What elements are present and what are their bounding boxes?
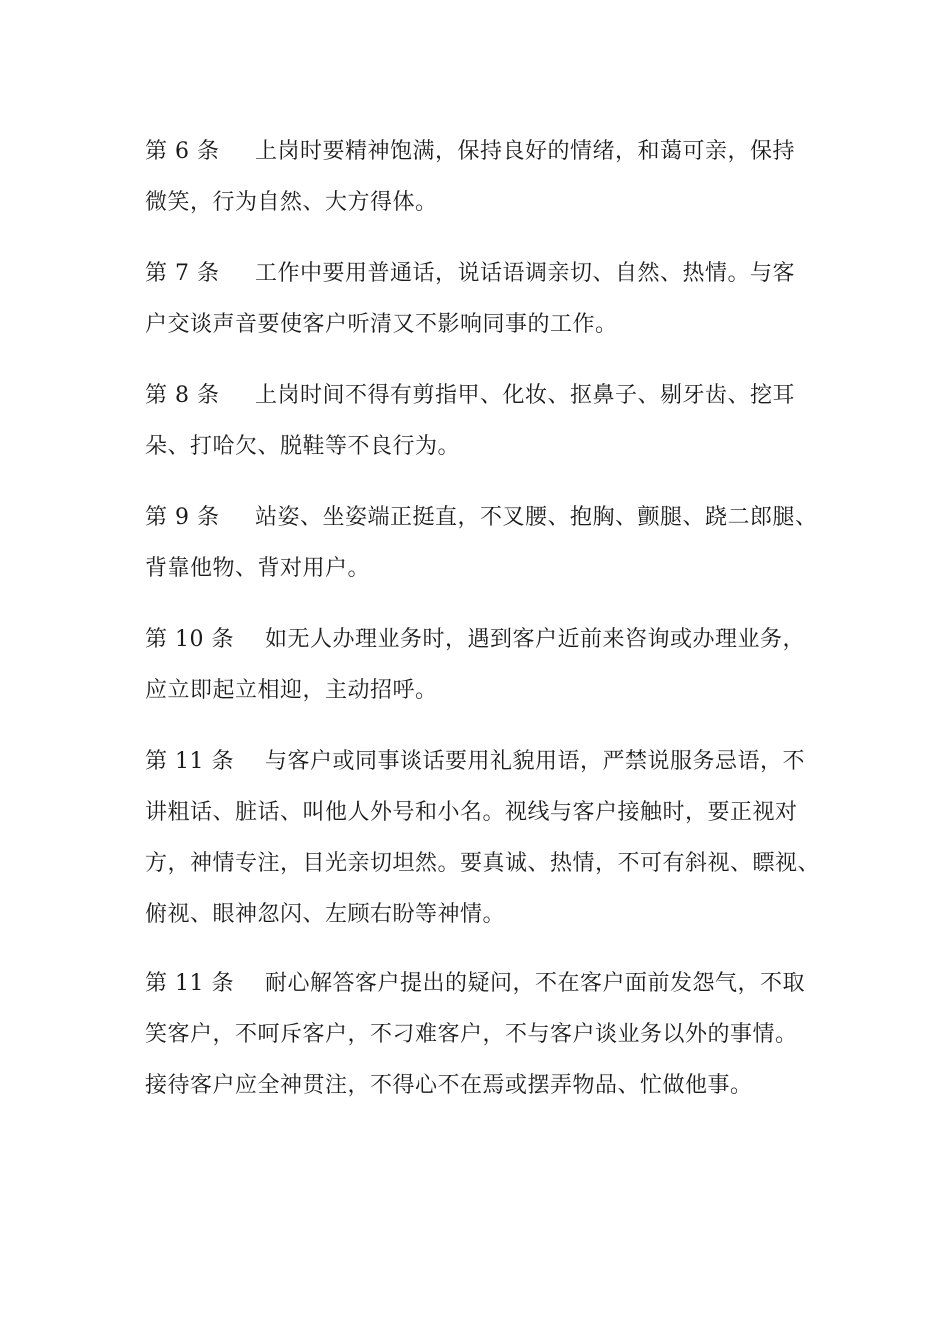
article-9 [145,492,818,594]
article-number: 第 10 条 [145,627,234,652]
article-text: 耐心解答客户提出的疑问，不在客户面前发怨气，不取 [265,971,806,996]
article-number: 第 11 条 [145,971,234,996]
article-line [145,958,815,1009]
article-text: 如无人办理业务时，遇到客户近前来咨询或办理业务， [265,627,806,652]
article-number: 第 7 条 [145,261,220,286]
article-text: 微笑，行为自然、大方得体。 [145,190,438,215]
article-text: 上岗时要精神饱满，保持良好的情绪，和蔼可亲，保持 [255,139,796,164]
article-number: 第 8 条 [145,383,220,408]
article-8 [145,370,815,472]
article-number: 第 9 条 [145,505,220,530]
article-text: 接待客户应全神贯注，不得心不在焉或摆弄物品、忙做他事。 [145,1073,753,1098]
article-text: 方，神情专注，目光亲切坦然。要真诚、热情，不可有斜视、瞟视、 [145,851,821,876]
article-text: 背靠他物、背对用户。 [145,556,371,581]
article-number: 第 11 条 [145,749,234,774]
article-number: 第 6 条 [145,139,220,164]
article-11-second [145,958,815,1111]
article-line [145,370,815,421]
article-text: 工作中要用普通话，说话语调亲切、自然、热情。与客 [255,261,796,286]
article-line [145,492,818,543]
article-10 [145,614,815,716]
article-line [145,248,815,299]
article-text: 与客户或同事谈话要用礼貌用语，严禁说服务忌语，不 [265,749,806,774]
article-text: 上岗时间不得有剪指甲、化妆、抠鼻子、剔牙齿、挖耳 [255,383,796,408]
article-text: 讲粗话、脏话、叫他人外号和小名。视线与客户接触时，要正视对 [145,800,798,825]
article-7 [145,248,815,350]
article-line [145,736,815,787]
article-line [145,614,815,665]
article-text: 应立即起立相迎，主动招呼。 [145,678,438,703]
article-text: 站姿、坐姿端正挺直，不叉腰、抱胸、颤腿、跷二郎腿、 [255,505,818,530]
article-text: 户交谈声音要使客户听清又不影响同事的工作。 [145,312,618,337]
article-6 [145,126,815,228]
article-line [145,126,815,177]
article-11 [145,736,821,940]
article-text: 俯视、眼神忽闪、左顾右盼等神情。 [145,902,506,927]
article-text: 朵、打哈欠、脱鞋等不良行为。 [145,434,461,459]
article-text: 笑客户，不呵斥客户，不刁难客户，不与客户谈业务以外的事情。 [145,1022,798,1047]
